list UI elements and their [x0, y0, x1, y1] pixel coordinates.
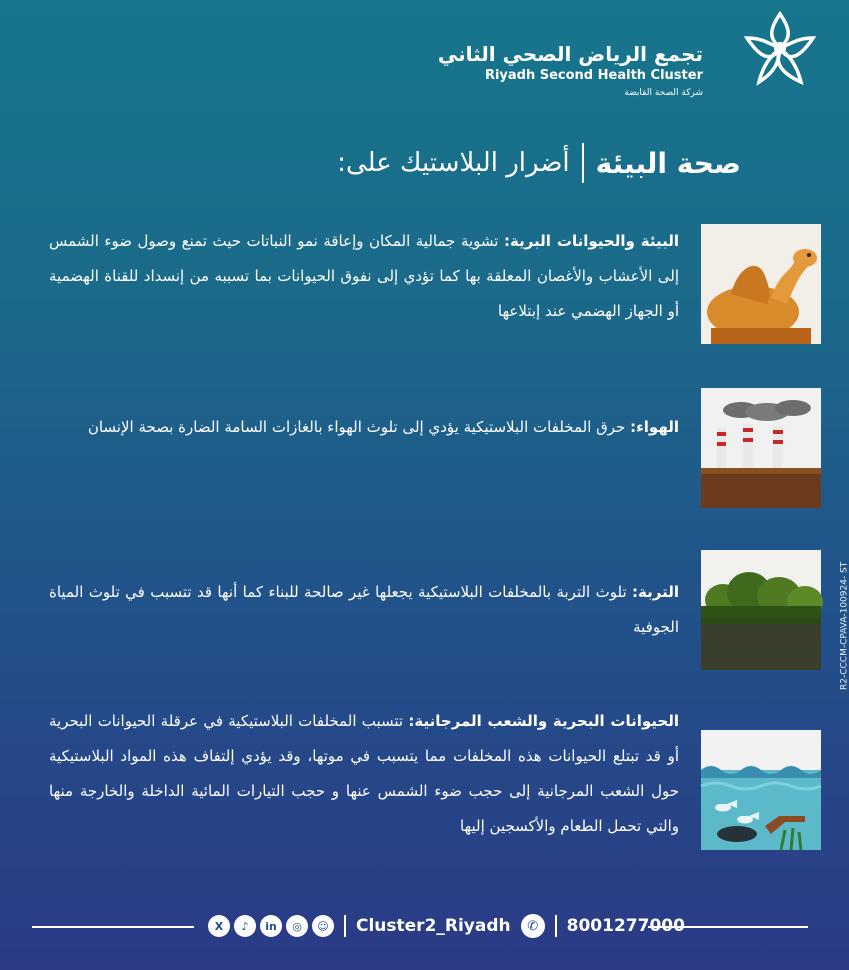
section-marine-body: تتسبب المخلفات البلاستيكية في عرقلة الحيوانات البحرية أو قد تبتلع الحيوانات هذه المخلفات مما يتسبب في موتها، وقد يؤدي إلتفاف هذه المواد البلاستيكية حول الشعب المرجانية إلى حجب ضوء الشمس عنها و حجب التيارات المائية الداخلة والخارجة منها والتي تحمل الطعام والأكسجين إليها	[49, 712, 679, 835]
brand-name-english: Riyadh Second Health Cluster	[484, 68, 703, 83]
section-soil-text	[49, 575, 679, 645]
section-wildlife-label: البيئة والحيوانات البرية:	[503, 232, 679, 250]
brand-subtitle: شركة الصحة القابضة	[624, 88, 703, 98]
cluster-logo-icon	[739, 8, 821, 90]
section-soil-body: تلوث التربة بالمخلفات البلاستيكية يجعلها غير صالحة للبناء كما أنها قد تتسبب في تلوث المياة الجوفية	[49, 583, 679, 636]
phone-number[interactable]: 8001277000	[566, 916, 685, 936]
section-soil	[21, 550, 821, 670]
section-marine-text	[49, 704, 679, 844]
instagram-icon[interactable]: ◎	[286, 915, 308, 937]
footer-contact-bar	[208, 908, 685, 944]
section-marine	[21, 702, 821, 882]
footer-separator	[344, 915, 346, 937]
footer-divider-left	[32, 926, 194, 928]
x-icon[interactable]: X	[208, 915, 230, 937]
section-air-text	[49, 410, 679, 445]
section-marine-label: الحيوانات البحرية والشعب المرجانية:	[408, 712, 679, 730]
snapchat-icon[interactable]: ☺	[312, 915, 334, 937]
section-soil-label: التربة:	[632, 583, 679, 601]
footer-separator	[555, 915, 557, 937]
tiktok-icon[interactable]: ♪	[234, 915, 256, 937]
linkedin-icon[interactable]: in	[260, 915, 282, 937]
social-handle[interactable]: Cluster2_Riyadh	[356, 916, 511, 936]
title-divider	[582, 143, 584, 183]
section-wildlife-body: تشوية جمالية المكان وإعاقة نمو النباتات حيث تمنع وصول ضوء الشمس إلى الأعشاب والأغصان المعلقة بها كما تؤدي إلى نفوق الحيوانات بما تسببه من إنسداد للقناة الهضمية أو الجهاز الهضمي عند إبتلاعها	[49, 232, 679, 320]
sea-pollution-icon	[701, 730, 821, 850]
phone-icon[interactable]: ✆	[521, 914, 545, 938]
title-main: صحة البيئة	[595, 146, 741, 180]
section-air-body: حرق المخلفات البلاستيكية يؤدي إلى تلوث الهواء بالغازات السامة الضارة بصحة الإنسان	[87, 418, 631, 436]
section-wildlife-text	[49, 224, 679, 329]
camel-icon	[701, 224, 821, 344]
brand-name-arabic: تجمع الرياض الصحي الثاني	[437, 42, 703, 66]
factory-smoke-icon	[701, 388, 821, 508]
section-air-label: الهواء:	[630, 418, 679, 436]
footer	[0, 905, 841, 945]
section-wildlife	[21, 222, 821, 347]
title-subtitle: أضرار البلاستيك على:	[337, 148, 570, 178]
brand-header	[437, 8, 821, 108]
section-air	[21, 388, 821, 508]
page-title	[337, 143, 741, 183]
forest-soil-icon	[701, 550, 821, 670]
document-code: R2-CCCM-CPAVA-100924- ST	[839, 561, 849, 690]
